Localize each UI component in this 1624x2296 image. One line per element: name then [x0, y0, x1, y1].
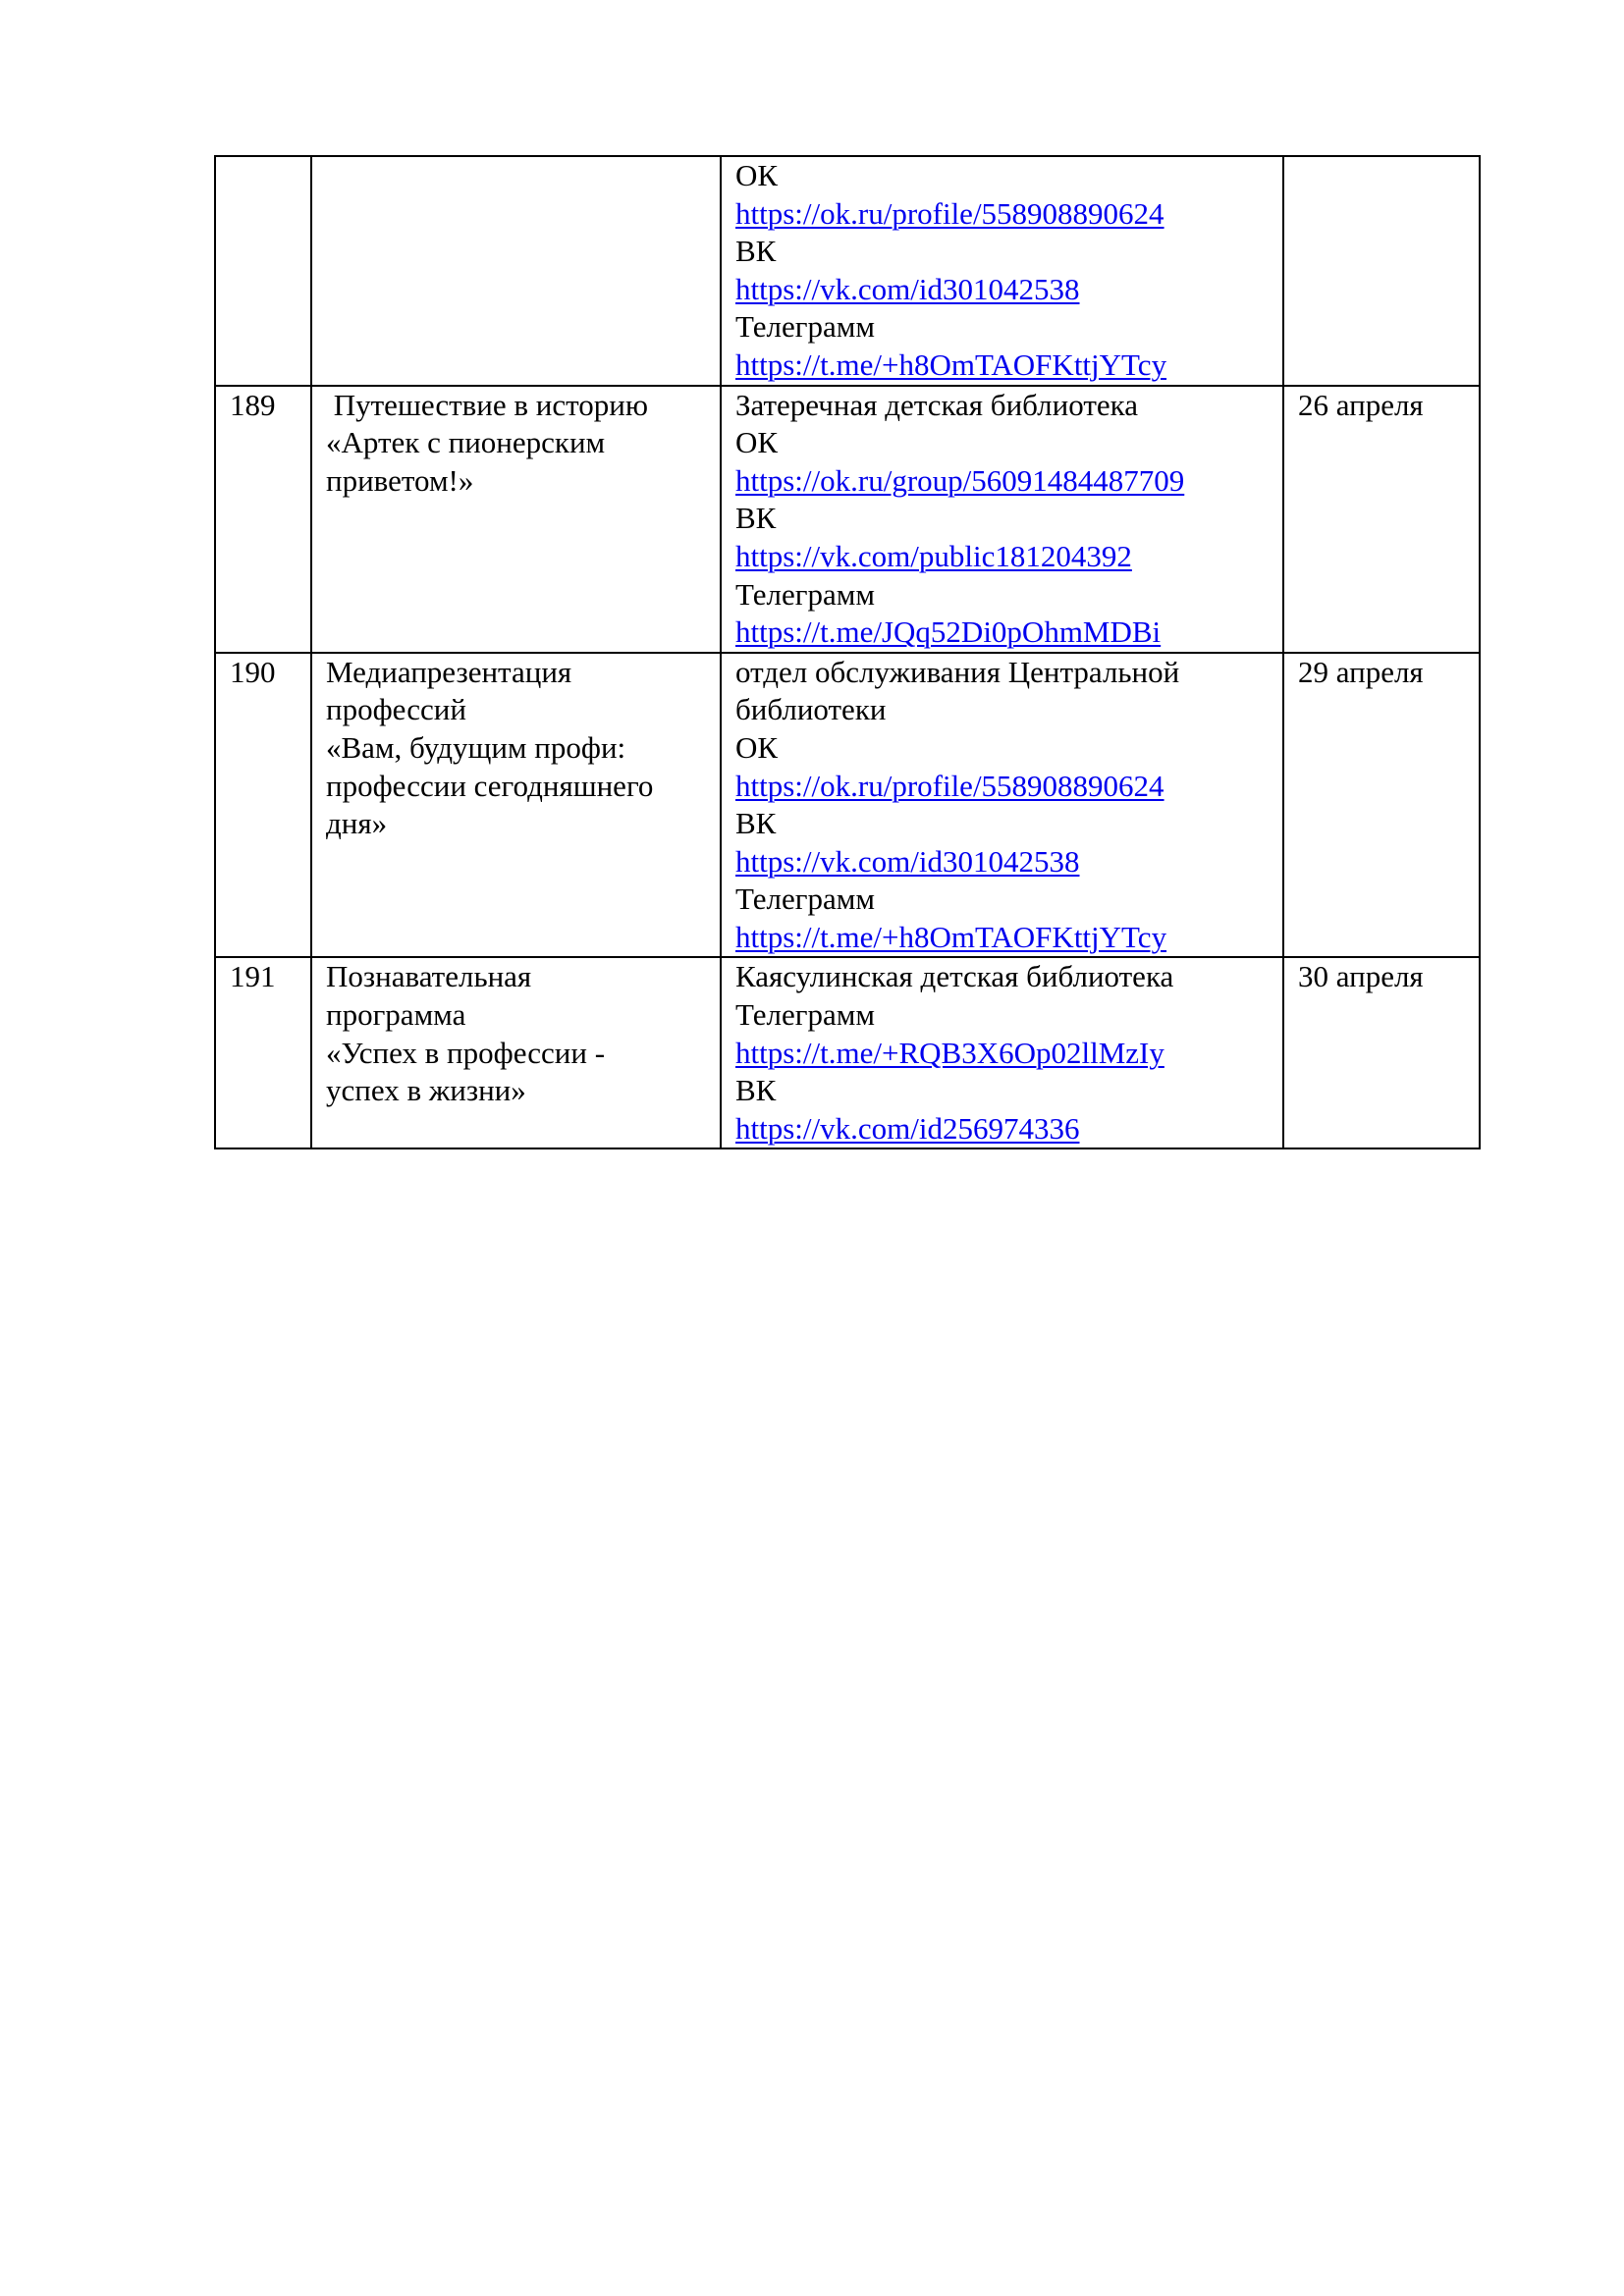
event-title-line: «Артек с пионерским — [326, 425, 606, 460]
row-number — [215, 156, 311, 386]
event-title-line: «Успех в профессии - — [326, 1035, 606, 1070]
row-number: 191 — [215, 957, 311, 1148]
event-date — [1283, 156, 1480, 386]
event-date: 29 апреля — [1283, 653, 1480, 958]
venue-text-line: ОК — [735, 158, 779, 192]
venue-text-line: Телеграмм — [735, 997, 875, 1033]
event-title-line: «Вам, будущим профи: — [326, 729, 626, 765]
venue-cell — [721, 653, 1283, 958]
events-table — [214, 155, 1481, 1149]
venue-text-line: Телеграмм — [735, 309, 875, 345]
social-link[interactable]: https://vk.com/id256974336 — [735, 1110, 1080, 1146]
social-link[interactable]: https://t.me/+RQB3X6Op02llMzIy — [735, 1035, 1164, 1070]
event-title-line: профессии сегодняшнего — [326, 768, 654, 803]
venue-text-line: ВК — [735, 1073, 777, 1108]
event-title-line: Познавательная — [326, 959, 532, 994]
event-title-line: дня» — [326, 806, 388, 841]
venue-text-line: ОК — [735, 425, 779, 460]
venue-text-line: ОК — [735, 729, 779, 765]
social-link[interactable]: https://vk.com/id301042538 — [735, 843, 1080, 879]
event-title-line: Медиапрезентация — [326, 654, 572, 689]
venue-cell — [721, 156, 1283, 386]
table-row — [215, 386, 1480, 653]
table-row — [215, 653, 1480, 958]
event-title-cell — [311, 386, 721, 653]
venue-text-line: Телеграмм — [735, 576, 875, 612]
table-row — [215, 156, 1480, 386]
venue-text-line: ВК — [735, 806, 777, 841]
event-title-line: Путешествие в историю — [326, 387, 649, 422]
venue-cell — [721, 957, 1283, 1148]
event-title-line: профессий — [326, 692, 466, 727]
row-number: 189 — [215, 386, 311, 653]
social-link[interactable]: https://t.me/+h8OmTAOFKttjYTcy — [735, 347, 1167, 382]
venue-text-line: отдел обслуживания Центральной — [735, 654, 1180, 689]
venue-cell — [721, 386, 1283, 653]
venue-text-line: ВК — [735, 234, 777, 269]
event-title-cell — [311, 957, 721, 1148]
venue-text-line: ВК — [735, 501, 777, 536]
event-title-line: успех в жизни» — [326, 1073, 526, 1108]
social-link[interactable]: https://t.me/+h8OmTAOFKttjYTcy — [735, 919, 1167, 954]
event-date: 30 апреля — [1283, 957, 1480, 1148]
venue-text-line: библиотеки — [735, 692, 887, 727]
social-link[interactable]: https://ok.ru/group/56091484487709 — [735, 462, 1185, 498]
venue-text-line: Затеречная детская библиотека — [735, 387, 1138, 422]
social-link[interactable]: https://vk.com/public181204392 — [735, 538, 1132, 573]
social-link[interactable]: https://ok.ru/profile/558908890624 — [735, 768, 1164, 803]
row-number: 190 — [215, 653, 311, 958]
events-table-body — [215, 156, 1480, 1148]
event-title-line: программа — [326, 997, 466, 1033]
event-title-cell — [311, 156, 721, 386]
venue-text-line: Телеграмм — [735, 881, 875, 917]
social-link[interactable]: https://vk.com/id301042538 — [735, 271, 1080, 306]
social-link[interactable]: https://t.me/JQq52Di0pOhmMDBi — [735, 614, 1162, 650]
venue-text-line: Каясулинская детская библиотека — [735, 959, 1174, 994]
table-row — [215, 957, 1480, 1148]
event-title-line: приветом!» — [326, 462, 474, 498]
event-title-cell — [311, 653, 721, 958]
event-date: 26 апреля — [1283, 386, 1480, 653]
social-link[interactable]: https://ok.ru/profile/558908890624 — [735, 195, 1164, 231]
